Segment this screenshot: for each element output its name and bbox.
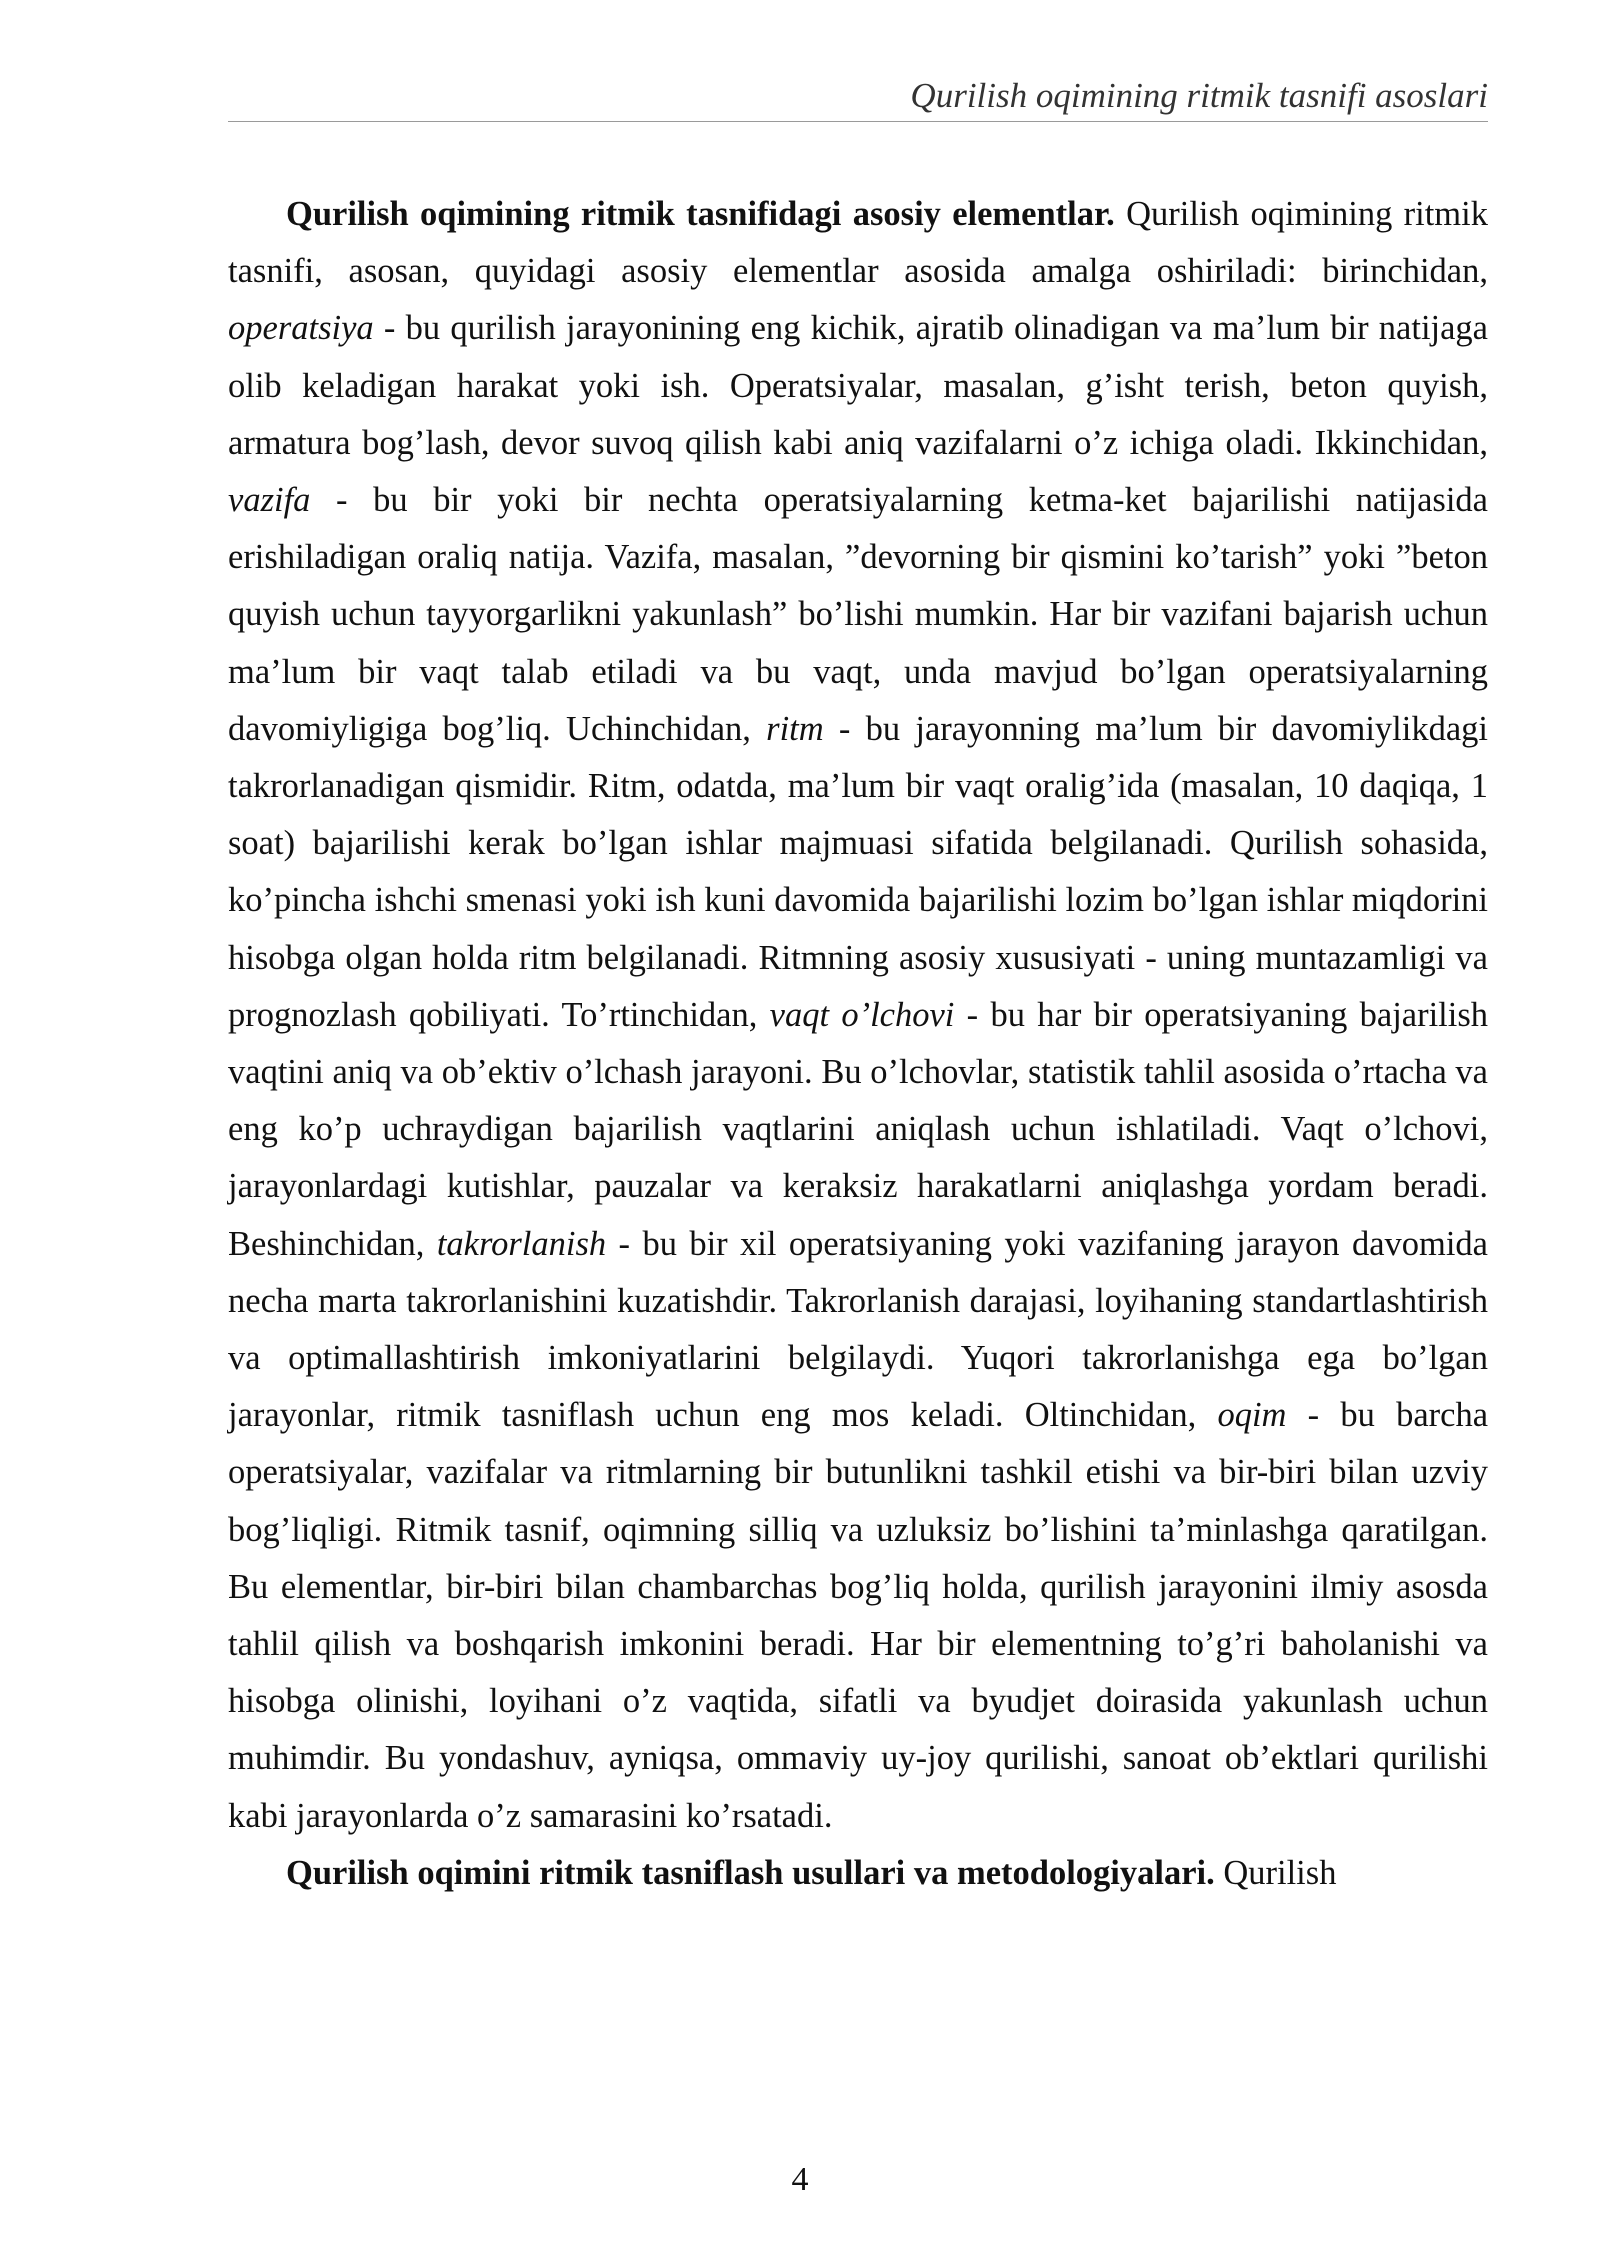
body-text-segment: Qurilish [1214,1853,1337,1892]
paragraph-elements [228,186,1488,1845]
body-text-segment: - bu bir yoki bir nechta operatsiyalarning ketma-ket bajarilishi natijasida erishiladigan oraliq natija. Vazifa, masalan, ”devorning bir qismini ko’tarish” yoki ”beton quyish uchun tayyorgarlikni yakunlash” bo’lishi mumkin. Har bir vazifani bajarish uchun ma’lum bir vaqt talab etiladi va bu vaqt, unda mavjud bo’lgan operatsiyalarning davomiyligiga bog’liq. Uchinchidan, [228,481,1488,748]
body-text-segment: Qurilish oqimining ritmik tasnifi, asosan, quyidagi asosiy elementlar asosida amalga oshiriladi: birinchidan, [228,195,1488,291]
body-text [228,186,1488,1902]
body-text-segment: - bu jarayonning ma’lum bir davomiylikdagi takrorlanadigan qismidir. Ritm, odatda, ma’lum bir vaqt oralig’ida (masalan, 10 daqiqa, 1 soat) bajarilishi kerak bo’lgan ishlar majmuasi sifatida belgilanadi. Qurilish sohasida, ko’pincha ishchi smenasi yoki ish kuni davomida bajarilishi lozim bo’lgan ishlar miqdorini hisobga olgan holda ritm belgilanadi. Ritmning asosiy xususiyati - uning muntazamligi va prognozlash qobiliyati. To’rtinchidan, [228,709,1489,1034]
bold-heading-text: Qurilish oqimini ritmik tasniflash usullari va metodologiyalari. [286,1853,1215,1892]
paragraph-methods [228,1845,1488,1902]
header-rule [228,121,1488,122]
italic-term: vaqt o’lchovi [769,995,955,1034]
italic-term: takrorlanish [436,1224,607,1263]
running-header: Qurilish oqimining ritmik tasnifi asoslari [910,76,1488,115]
body-text-segment: - bu har bir operatsiyaning bajarilish vaqtini aniq va ob’ektiv o’lchash jarayoni. Bu o’lchovlar, statistik tahlil asosida o’rtacha va eng ko’p uchraydigan bajarilish vaqtlarini aniqlash uchun ishlatiladi. Vaqt o’lchovi, jarayonlardagi kutishlar, pauzalar va keraksiz harakatlarni aniqlashga yordam beradi. Beshinchidan, [228,995,1489,1263]
italic-term: operatsiya [228,309,374,348]
body-text-segment: - bu barcha operatsiyalar, vazifalar va ritmlarning bir butunlikni tashkil etishi va bir-biri bilan uzviy bog’liqligi. Ritmik tasnif, oqimning silliq va uzluksiz bo’lishini ta’minlashga qaratilgan. Bu elementlar, bir-biri bilan chambarchas bog’liq holda, qurilish jarayonini ilmiy asosda tahlil qilish va boshqarish imkonini beradi. Har bir elementning to’g’ri baholanishi va hisobga olinishi, loyihani o’z vaqtida, sifatli va byudjet doirasida yakunlash uchun muhimdir. Bu yondashuv, ayniqsa, ommaviy uy-joy qurilishi, sanoat ob’ektlari qurilishi kabi jarayonlarda o’z samarasini ko’rsatadi. [228,1396,1489,1835]
body-text-segment: - bu qurilish jarayonining eng kichik, ajratib olinadigan va ma’lum bir natijaga olib keladigan harakat yoki ish. Operatsiyalar, masalan, g’isht terish, beton quyish, armatura bog’lash, devor suvoq qilish kabi aniq vazifalarni o’z ichiga oladi. Ikkinchidan, [228,309,1488,462]
body-text-segment: - bu bir xil operatsiyaning yoki vazifaning jarayon davomida necha marta takrorlanishini kuzatishdir. Takrorlanish darajasi, loyihaning standartlashtirish va optimallashtirish imkoniyatlarini belgilaydi. Yuqori takrorlanishga ega bo’lgan jarayonlar, ritmik tasniflash uchun eng mos keladi. Oltinchidan, [228,1224,1488,1435]
italic-term: oqim [1217,1396,1287,1435]
bold-heading-text: Qurilish oqimining ritmik tasnifidagi asosiy elementlar. [286,195,1115,233]
page-number: 4 [791,2161,809,2198]
italic-term: ritm [766,709,824,748]
italic-term: vazifa [228,481,311,520]
